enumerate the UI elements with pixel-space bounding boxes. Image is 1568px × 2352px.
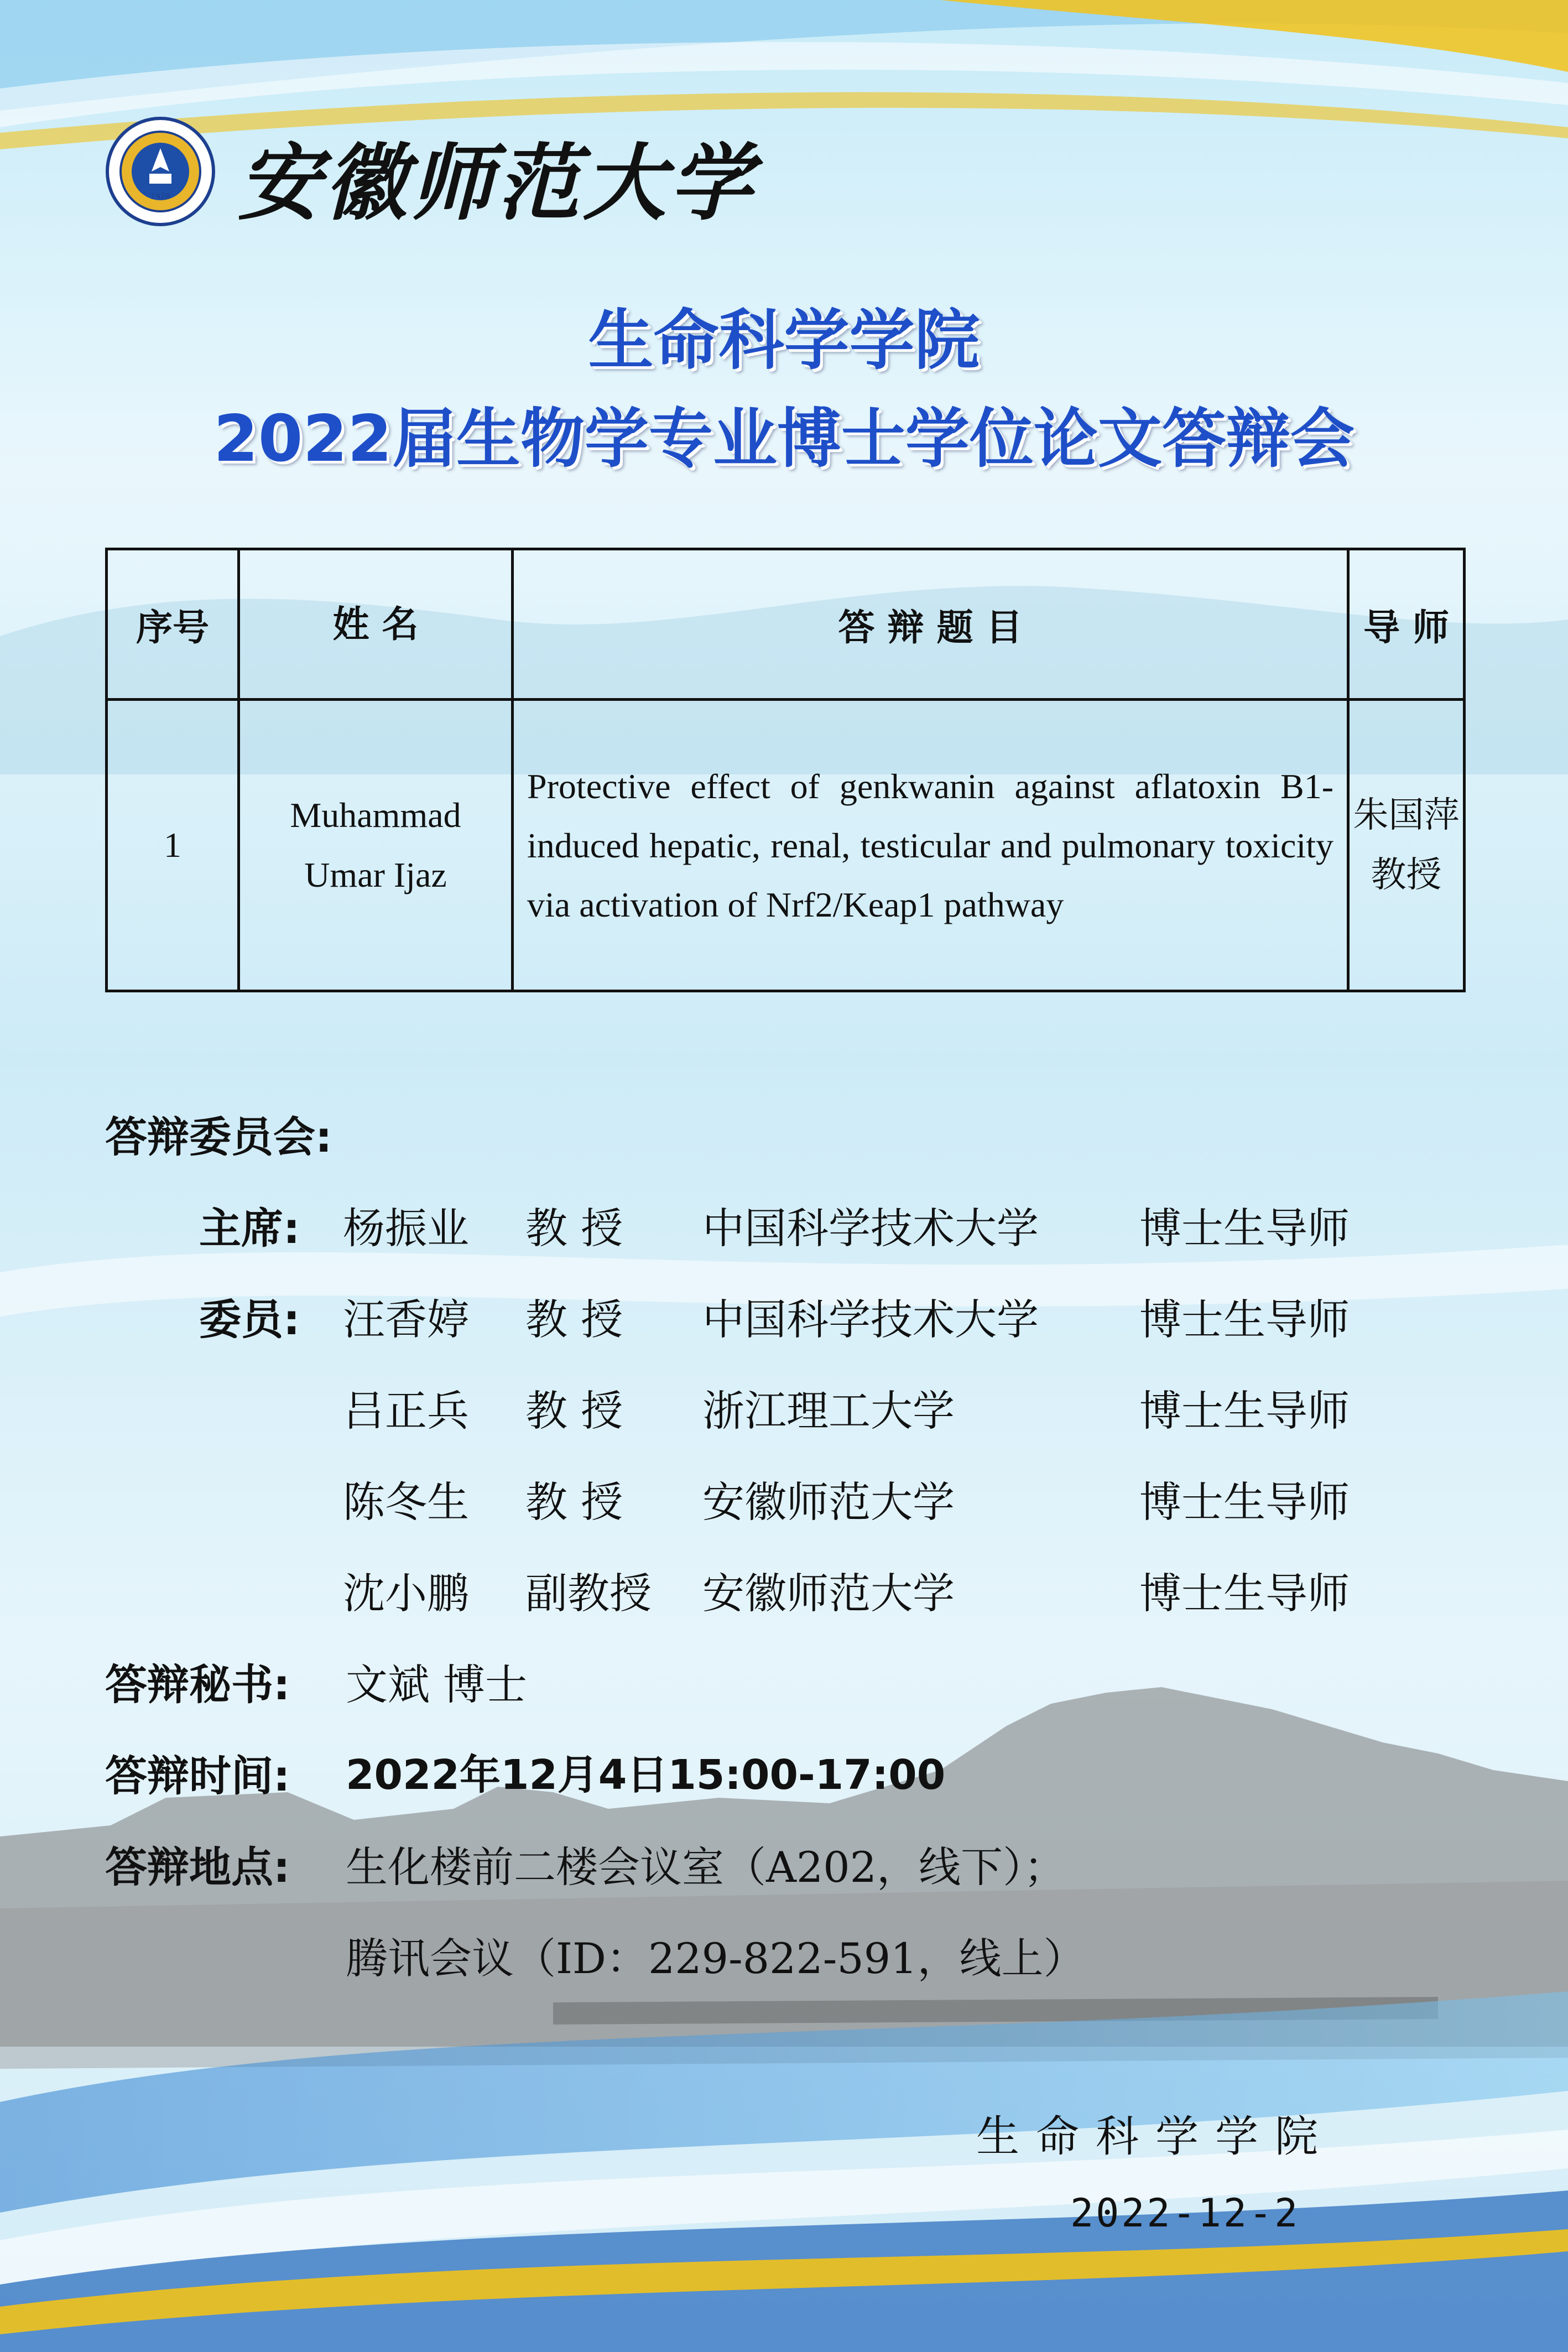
defense-table — [105, 548, 1466, 992]
university-seal-icon — [105, 116, 216, 227]
committee-member-role: 博士生导师 — [1139, 1204, 1350, 1253]
header-topic: 答 辩 题 目 — [513, 549, 1348, 700]
table-row — [107, 700, 1465, 991]
location-label: 答辩地点: — [105, 1843, 290, 1892]
cell-name — [239, 700, 513, 991]
committee-member-title: 教 授 — [525, 1477, 623, 1527]
committee-member-role: 博士生导师 — [1139, 1295, 1350, 1344]
advisor-line1: 朱国萍 — [1353, 795, 1460, 836]
name-line1: Muhammad — [290, 795, 461, 835]
footer-date: 2022-12-2 — [1070, 2190, 1300, 2236]
committee-member-org: 浙江理工大学 — [702, 1386, 955, 1435]
member-label: 委员: — [199, 1295, 300, 1344]
table-header-row — [107, 549, 1465, 700]
committee-member-title: 教 授 — [525, 1386, 623, 1435]
committee-member-name: 沈小鹏 — [343, 1569, 469, 1618]
committee-member-name: 汪香婷 — [343, 1295, 469, 1344]
cell-index: 1 — [107, 700, 239, 991]
committee-member-name: 陈冬生 — [343, 1477, 469, 1527]
committee-member-role: 博士生导师 — [1139, 1477, 1350, 1527]
cell-advisor — [1348, 700, 1465, 991]
committee-member-role: 博士生导师 — [1139, 1569, 1350, 1618]
location-line2: 腾讯会议（ID：229-822-591，线上） — [346, 1934, 1086, 1983]
committee-member-name: 杨振业 — [343, 1204, 469, 1253]
header-advisor: 导 师 — [1348, 549, 1465, 700]
page-title-line2: 2022届生物学专业博士学位论文答辩会 — [213, 402, 1355, 476]
secretary-value: 文斌 博士 — [346, 1660, 528, 1709]
time-label: 答辩时间: — [105, 1751, 290, 1801]
location-line1: 生化楼前二楼会议室（A202，线下）； — [346, 1843, 1066, 1892]
university-name-logo: 安徽师范大学 — [238, 134, 756, 232]
committee-member-title: 教 授 — [525, 1204, 623, 1253]
committee-member-org: 安徽师范大学 — [702, 1477, 955, 1527]
committee-member-org: 安徽师范大学 — [702, 1569, 955, 1618]
header-index: 序号 — [107, 549, 239, 700]
committee-member-title: 教 授 — [525, 1295, 623, 1344]
committee-member-role: 博士生导师 — [1139, 1386, 1350, 1435]
time-value: 2022年12月4日15:00-17:00 — [346, 1751, 946, 1799]
page-title-line1: 生命科学学院 — [588, 302, 980, 378]
chair-label: 主席: — [199, 1204, 300, 1253]
committee-member-name: 吕正兵 — [343, 1386, 469, 1435]
secretary-label: 答辩秘书: — [105, 1660, 290, 1709]
committee-member-org: 中国科学技术大学 — [702, 1295, 1039, 1344]
advisor-line2: 教授 — [1371, 855, 1442, 896]
cell-topic: Protective effect of genkwanin against aflatoxin B1-induced hepatic, renal, testicular and pulmonary toxicity via activation of Nrf2/Keap1 pathway — [513, 700, 1348, 991]
svg-text:1928: 1928 — [150, 192, 170, 201]
footer-org: 生命科学学院 — [976, 2112, 1335, 2162]
header-name: 姓 名 — [239, 549, 513, 700]
committee-member-org: 中国科学技术大学 — [702, 1204, 1039, 1253]
name-line2: Umar Ijaz — [304, 855, 447, 894]
committee-member-title: 副教授 — [525, 1569, 652, 1618]
committee-label: 答辩委员会: — [105, 1112, 332, 1162]
